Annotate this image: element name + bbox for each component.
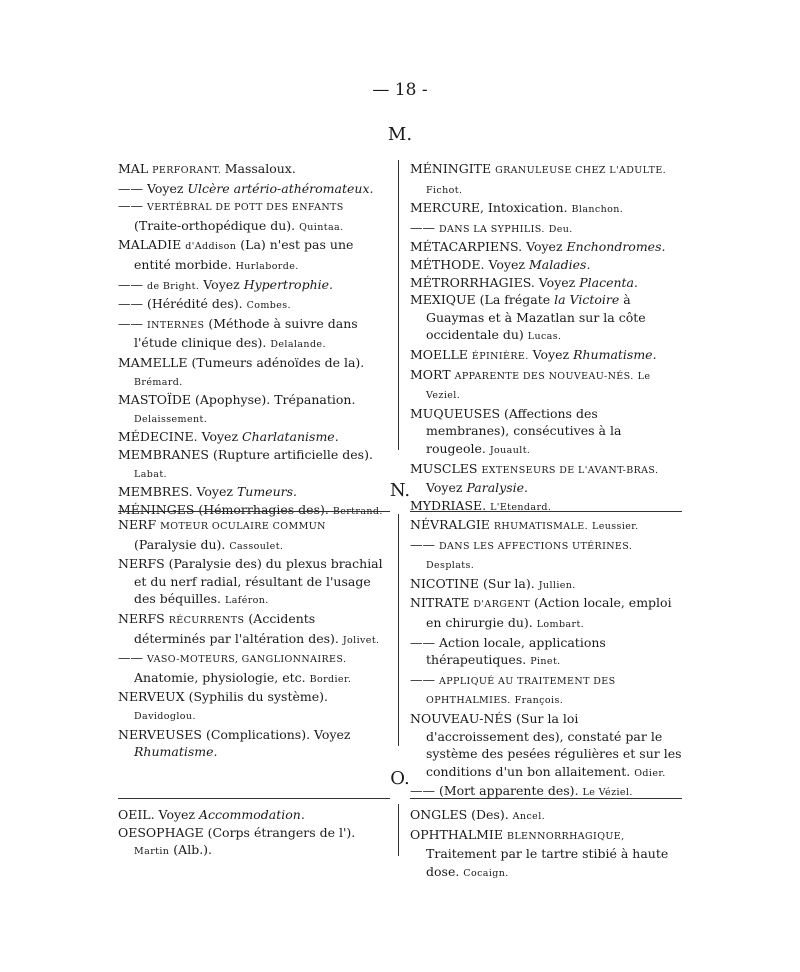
index-entry: [118, 354, 390, 391]
small-caps-text: L'Etendard.: [490, 501, 552, 513]
entry-text: OPHTHALMIE: [410, 826, 507, 842]
small-caps-text: Jouault.: [489, 444, 531, 456]
entry-text: NITRATE: [410, 595, 474, 611]
entry-text: MORT: [410, 366, 455, 382]
section-letter-m: M.: [387, 124, 413, 145]
entry-text: MÉDECINE. Voyez: [118, 429, 243, 445]
small-caps-text: Pinet.: [530, 656, 561, 668]
section-o-left-column: [118, 806, 390, 861]
small-caps-text: DANS LA SYPHILIS.: [438, 223, 545, 235]
small-caps-text: VASO-MOTEURS, GANGLIONNAIRES.: [146, 654, 347, 666]
italic-reference: la Victoire: [554, 292, 620, 308]
index-entry: [410, 405, 682, 460]
entry-text: MOELLE: [410, 346, 472, 362]
index-entry: [118, 428, 390, 446]
entry-text: (Action locale, emploi en chirurgie du).: [426, 595, 672, 630]
small-caps-text: de Bright.: [146, 280, 200, 292]
small-caps-text: Labat.: [134, 468, 167, 480]
small-caps-text: BLENNORRHAGIQUE,: [506, 830, 625, 842]
italic-reference: Ulcère artério-athéromateux.: [187, 180, 374, 196]
section-letter-n: N.: [389, 480, 411, 501]
italic-reference: Hypertrophie.: [243, 276, 334, 292]
italic-reference: Charlatanisme.: [242, 429, 339, 445]
index-entry: [410, 594, 682, 633]
small-caps-text: Odier.: [634, 767, 666, 779]
entry-text: ONGLES (Des).: [410, 807, 513, 822]
column-divider: [398, 160, 399, 450]
section-o-right-column: [410, 806, 682, 882]
small-caps-text: Delaissement.: [134, 413, 208, 425]
index-entry: [118, 315, 390, 354]
section-m-left-column: [118, 160, 390, 520]
entry-text: ——: [118, 276, 147, 292]
small-caps-text: RHUMATISMALE.: [493, 521, 589, 532]
entry-text: (Alb.).: [169, 842, 213, 858]
small-caps-text: D'ARGENT: [473, 599, 531, 611]
index-entry: [118, 160, 390, 180]
italic-reference: Accommodation.: [198, 807, 305, 822]
small-caps-text: Blanchon.: [571, 204, 624, 216]
small-caps-text: Laféron.: [225, 595, 269, 607]
entry-text: NÉVRALGIE: [410, 517, 494, 532]
small-caps-text: MOTEUR OCULAIRE COMMUN: [160, 521, 326, 532]
small-caps-text: Le Veziel.: [426, 370, 651, 402]
entry-text: ——: [118, 315, 147, 331]
entry-text: OESOPHAGE (Corps étrangers de l').: [118, 824, 356, 840]
entry-text: NERFS: [118, 610, 169, 626]
italic-reference: Tumeurs.: [236, 484, 297, 500]
index-entry: [410, 219, 682, 239]
entry-text: MUSCLES: [410, 460, 482, 476]
small-caps-text: APPLIQUÉ AU TRAITEMENT DES OPHTHALMIES.: [426, 675, 616, 707]
section-rule-left: [118, 511, 390, 512]
small-caps-text: Bertrand.: [332, 505, 383, 517]
index-entry: [118, 197, 390, 236]
entry-text: Voyez: [426, 480, 467, 496]
column-divider: [398, 514, 399, 746]
small-caps-text: Deu.: [548, 223, 573, 235]
entry-text: (Paralysie du).: [134, 536, 230, 552]
entry-text: NERVEUSES (Complications). Voyez: [118, 726, 351, 742]
entry-text: MALADIE: [118, 237, 186, 253]
entry-text: —— (Mort apparente des).: [410, 783, 583, 799]
index-entry: [410, 826, 682, 883]
entry-text: —— Action locale, applications thérapeutiques.: [410, 634, 606, 668]
entry-text: MAL: [118, 161, 153, 176]
small-caps-text: d'Addison: [185, 241, 237, 253]
index-entry: [410, 160, 682, 199]
small-caps-text: VERTÉBRAL DE POTT DES ENFANTS: [146, 202, 344, 214]
section-rule-left: [118, 798, 390, 799]
entry-text: ——: [118, 198, 147, 214]
small-caps-text: Cassoulet.: [229, 540, 284, 552]
section-rule-right: [410, 798, 682, 799]
index-entry: [410, 671, 682, 710]
entry-text: (La) n'est pas une entité morbide.: [134, 237, 354, 272]
entry-text: (Méthode à suivre dans l'étude clinique des).: [134, 315, 358, 351]
index-entry: [118, 806, 390, 824]
italic-reference: Maladies.: [528, 256, 591, 272]
small-caps-text: Jolivet.: [342, 634, 380, 646]
index-entry: [118, 726, 390, 761]
entry-text: à Guaymas et à Mazatlan sur la côte occidentale du): [426, 292, 646, 343]
italic-reference: Placenta.: [579, 274, 638, 290]
entry-text: Traitement par le tartre stibié à haute dose.: [426, 846, 669, 879]
section-n-right-column: [410, 516, 682, 802]
entry-text: NOUVEAU-NÉS (Sur la loi d'accroissement des), constaté par le système des pesées régulières et sur les conditions d'un bon allaitement.: [410, 710, 682, 779]
section-letter-o: O.: [390, 768, 410, 789]
entry-text: ——: [410, 536, 439, 552]
small-caps-text: GRANULEUSE CHEZ L'ADULTE.: [495, 165, 667, 176]
small-caps-text: Le Véziel.: [582, 787, 633, 799]
index-entry: [118, 610, 390, 649]
entry-text: (Traite-orthopédique du).: [134, 217, 300, 233]
entry-text: MÉNINGES (Hémorrhagies des).: [118, 501, 333, 517]
small-caps-text: Ancel.: [512, 811, 546, 822]
small-caps-text: RÉCURRENTS: [168, 614, 245, 626]
small-caps-text: Cocaign.: [463, 867, 509, 879]
small-caps-text: EXTENSEURS DE L'AVANT-BRAS.: [481, 464, 659, 476]
index-entry: [118, 446, 390, 483]
entry-text: MÉNINGITE: [410, 161, 496, 176]
entry-text: NICOTINE (Sur la).: [410, 575, 539, 591]
small-caps-text: Delalande.: [270, 339, 326, 351]
index-entry: [118, 276, 390, 296]
index-entry: [410, 346, 682, 366]
section-rule-right: [410, 511, 682, 512]
index-entry: [118, 688, 390, 725]
index-entry: [410, 199, 682, 219]
small-caps-text: Fichot.: [426, 184, 463, 196]
index-entry: [118, 824, 390, 861]
italic-reference: Paralysie.: [466, 480, 529, 496]
index-entry: [410, 634, 682, 671]
entry-text: ——: [410, 671, 439, 687]
entry-text: Anatomie, physiologie, etc.: [134, 669, 310, 685]
index-entry: [410, 256, 682, 274]
page-number: — 18 -: [372, 80, 428, 100]
small-caps-text: Bordier.: [309, 673, 352, 685]
entry-text: NERFS (Paralysie des) du plexus brachial et du nerf radial, résultant de l'usage des béquilles.: [118, 556, 383, 607]
small-caps-text: INTERNES: [146, 319, 205, 331]
entry-text: (Accidents déterminés par l'altération des).: [134, 610, 343, 646]
entry-text: —— (Hérédité des).: [118, 296, 247, 312]
small-caps-text: Lucas.: [527, 331, 562, 343]
small-caps-text: François.: [514, 695, 564, 707]
entry-text: MÉTHODE. Voyez: [410, 256, 529, 272]
index-entry: [118, 391, 390, 428]
index-entry: [118, 516, 390, 555]
index-entry: [410, 366, 682, 405]
entry-text: Voyez: [199, 276, 244, 292]
entry-text: NERF: [118, 517, 161, 532]
index-entry: [118, 236, 390, 275]
small-caps-text: Davidoglou.: [134, 710, 196, 722]
column-divider: [398, 804, 399, 856]
index-entry: [410, 575, 682, 595]
entry-text: MÉTACARPIENS. Voyez: [410, 239, 567, 255]
entry-text: Voyez: [528, 346, 574, 362]
small-caps-text: Combes.: [246, 300, 291, 312]
small-caps-text: Quintaa.: [299, 221, 344, 233]
index-entry: [410, 516, 682, 536]
entry-text: OEIL. Voyez: [118, 807, 199, 822]
entry-text: MASTOÏDE (Apophyse). Trépanation.: [118, 392, 356, 408]
entry-text: MERCURE, Intoxication.: [410, 200, 572, 216]
index-entry: [410, 536, 682, 575]
small-caps-text: PERFORANT.: [152, 165, 225, 176]
entry-text: MYDRIASE.: [410, 497, 491, 513]
section-n-left-column: [118, 516, 390, 761]
index-entry: [410, 274, 682, 292]
small-caps-text: Lombart.: [536, 618, 585, 630]
italic-reference: Rhumatisme.: [573, 346, 657, 362]
italic-reference: Rhumatisme.: [134, 744, 218, 760]
small-caps-text: APPARENTE DES NOUVEAU-NÉS.: [454, 370, 634, 382]
section-m-right-column: [410, 160, 682, 516]
small-caps-text: Martin: [134, 846, 170, 858]
index-entry: [118, 180, 390, 198]
entry-text: MAMELLE (Tumeurs adénoïdes de la).: [118, 354, 365, 370]
entry-text: ——: [410, 219, 439, 235]
entry-text: MEMBRANES (Rupture artificielle des).: [118, 446, 373, 462]
entry-text: MEMBRES. Voyez: [118, 484, 237, 500]
entry-text: MÉTRORRHAGIES. Voyez: [410, 274, 580, 290]
small-caps-text: Jullien.: [538, 579, 576, 591]
index-entry: [118, 295, 390, 315]
small-caps-text: DANS LES AFFECTIONS UTÉRINES.: [438, 540, 633, 552]
small-caps-text: Hurlaborde.: [235, 260, 299, 272]
entry-text: —— Voyez: [118, 180, 188, 196]
index-entry: [410, 291, 682, 346]
index-entry: [118, 555, 390, 610]
entry-text: MEXIQUE (La frégate: [410, 292, 555, 308]
small-caps-text: ÉPINIÈRE.: [471, 350, 529, 362]
entry-text: Massaloux.: [224, 161, 296, 176]
index-entry: [410, 806, 682, 826]
entry-text: ——: [118, 650, 147, 666]
entry-text: MUQUEUSES (Affections des membranes), consécutives à la rougeole.: [410, 405, 622, 456]
italic-reference: Enchondromes.: [566, 239, 666, 255]
index-entry: [410, 238, 682, 256]
small-caps-text: Desplats.: [426, 560, 475, 572]
entry-text: NERVEUX (Syphilis du système).: [118, 689, 328, 705]
small-caps-text: Leussier.: [592, 521, 639, 532]
small-caps-text: Brémard.: [134, 376, 183, 388]
index-entry: [118, 649, 390, 688]
